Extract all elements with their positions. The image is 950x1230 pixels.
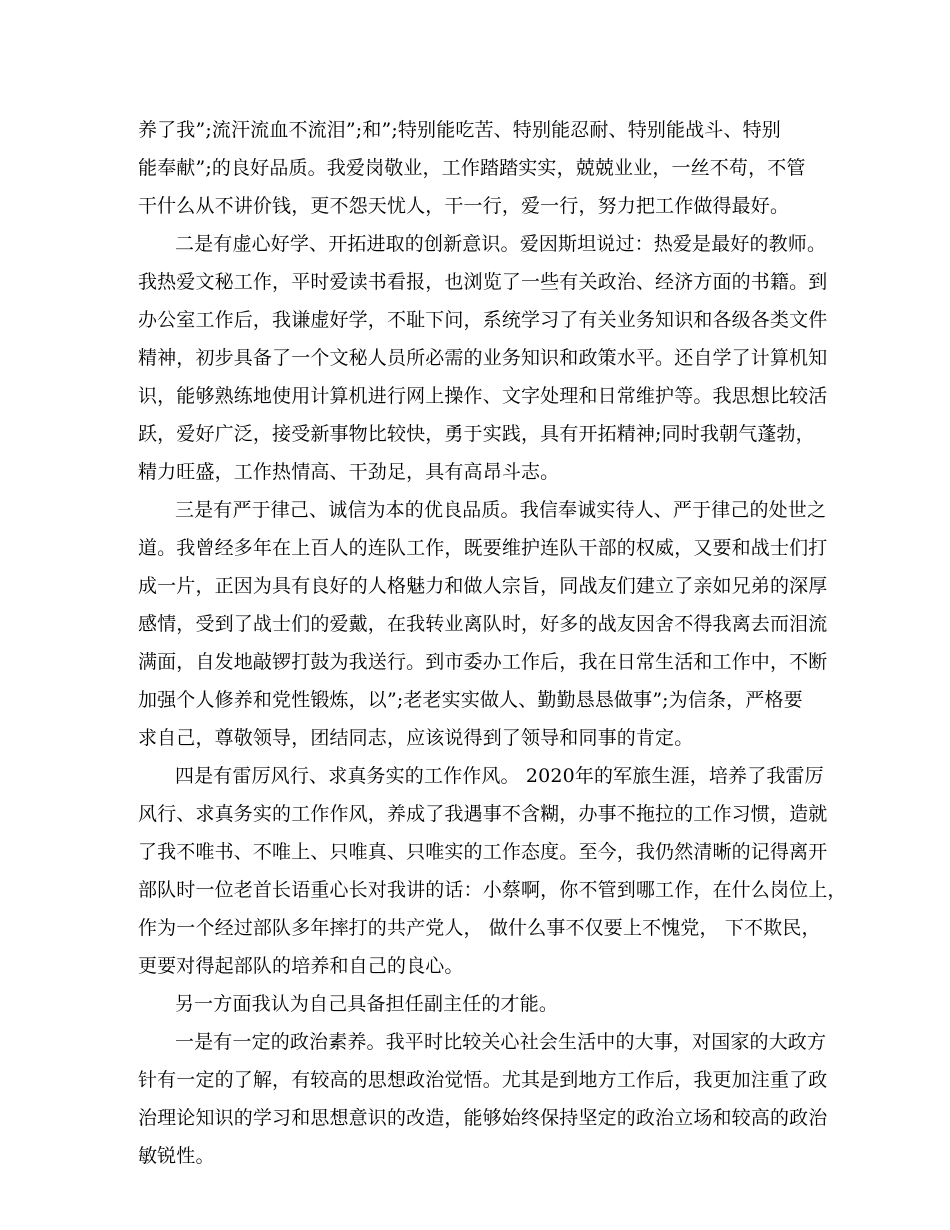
text-line: 加强个人修养和党性锻炼，以”;老老实实做人、勤勤恳恳做事”;为信条，严格要 [138,689,803,711]
text-line: 成一片，正因为具有良好的人格魅力和做人宗旨，同战友们建立了亲如兄弟的深厚 [138,575,828,597]
paragraph-first-line: 四是有雷厉风行、求真务实的工作作风。 2020年的军旅生涯，培养了我雷厉 [175,765,824,787]
text-line: 干什么从不讲价钱，更不怨天忧人，干一行，爱一行，努力把工作做得最好。 [138,195,790,217]
text-line: 精力旺盛，工作热情高、干劲足，具有高昂斗志。 [138,461,560,483]
text-line: 能奉献”;的良好品质。我爱岗敬业，工作踏踏实实，兢兢业业，一丝不苟，不管 [138,157,806,179]
text-line: 道。我曾经多年在上百人的连队工作，既要维护连队干部的权威，又要和战士们打 [138,537,828,559]
text-line: 办公室工作后，我谦虚好学，不耻下问，系统学习了有关业务知识和各级各类文件 [138,309,828,331]
text-line: 了我不唯书、不唯上、只唯真、只唯实的工作态度。至今，我仍然清晰的记得离开 [138,841,828,863]
text-line: 识，能够熟练地使用计算机进行网上操作、文字处理和日常维护等。我思想比较活 [138,385,828,407]
text-line: 满面，自发地敲锣打鼓为我送行。到市委办工作后，我在日常生活和工作中，不断 [138,651,828,673]
paragraph-first-line: 二是有虚心好学、开拓进取的创新意识。爱因斯坦说过：热爱是最好的教师。 [175,233,827,255]
text-line: 感情，受到了战士们的爱戴，在我转业离队时，好多的战友因舍不得我离去而泪流 [138,613,828,635]
text-line: 治理论知识的学习和思想意识的改造，能够始终保持坚定的政治立场和较高的政治 [138,1107,828,1129]
text-line: 作为一个经过部队多年摔打的共产党人， 做什么事不仅要上不愧党， 下不欺民， [138,917,821,939]
text-line: 敏锐性。 [138,1145,215,1167]
text-line: 养了我”;流汗流血不流泪”;和”;特别能吃苦、特别能忍耐、特别能战斗、特别 [138,119,781,141]
text-line: 针有一定的了解，有较高的思想政治觉悟。尤其是到地方工作后，我更加注重了政 [138,1069,828,1091]
text-line: 更要对得起部队的培养和自己的良心。 [138,955,464,977]
text-line: 精神，初步具备了一个文秘人员所必需的业务知识和政策水平。还自学了计算机知 [138,347,828,369]
text-line: 跃，爱好广泛，接受新事物比较快，勇于实践，具有开拓精神;同时我朝气蓬勃， [138,423,815,445]
text-line: 我热爱文秘工作，平时爱读书看报，也浏览了一些有关政治、经济方面的书籍。到 [138,271,828,293]
text-line: 求自己，尊敬领导，团结同志，应该说得到了领导和同事的肯定。 [138,727,694,749]
paragraph-first-line: 另一方面我认为自己具备担任副主任的才能。 [175,993,559,1015]
text-line: 部队时一位老首长语重心长对我讲的话：小蔡啊，你不管到哪工作，在什么岗位上， [138,879,847,901]
paragraph-first-line: 一是有一定的政治素养。我平时比较关心社会生活中的大事，对国家的大政方 [175,1031,827,1053]
text-line: 风行、求真务实的工作作风，养成了我遇事不含糊，办事不拖拉的工作习惯，造就 [138,803,828,825]
paragraph-first-line: 三是有严于律己、诚信为本的优良品质。我信奉诚实待人、严于律己的处世之 [175,499,827,521]
